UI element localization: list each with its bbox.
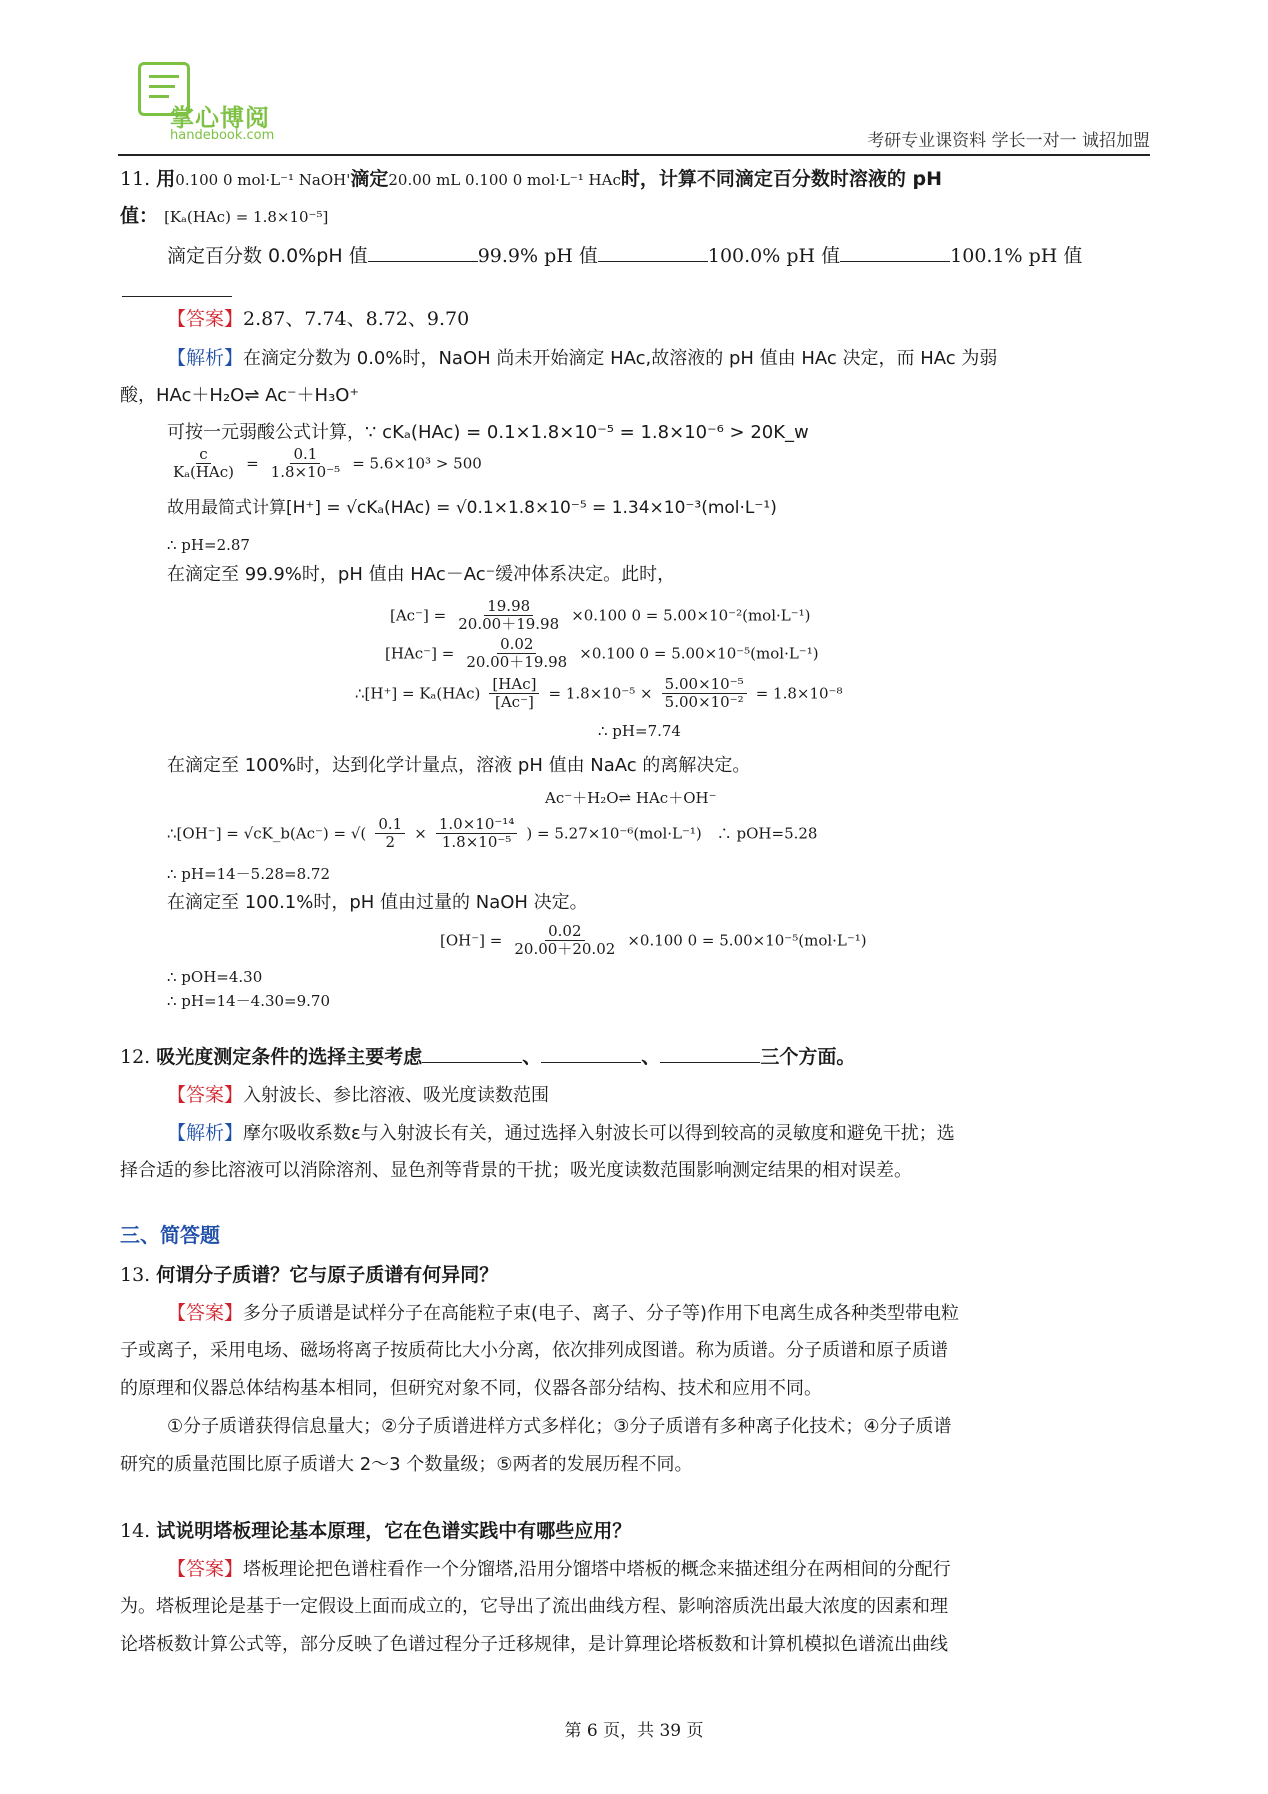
math-line: [Ac⁻] = $\frac{19.98}{20.00+19.98}$ ×0.100 0 = 5.00×10⁻²(mol·L⁻¹)	[390, 597, 811, 633]
answer-blank[interactable]	[598, 243, 708, 262]
q14-answer-line3: 论塔板数计算公式等，部分反映了色谱过程分子迁移规律，是计算理论塔板数和计算机模拟色谱流出曲线	[120, 1634, 948, 1655]
answer-blank[interactable]	[840, 243, 950, 262]
q13-answer-line5: 研究的质量范围比原子质谱大 2～3 个数量级；⑤两者的发展历程不同。	[120, 1454, 693, 1475]
math-line: [OH⁻] = $\frac{0.02}{20.00+20.02}$ ×0.100 0 = 5.00×10⁻⁵(mol·L⁻¹)	[440, 922, 867, 958]
q14-answer-line2: 为。塔板理论是基于一定假设上面而成立的，它导出了流出曲线方程、影响溶质洗出最大浓度的因素和理	[120, 1596, 948, 1617]
answer-blank[interactable]	[368, 243, 478, 262]
question-number: 12.	[120, 1046, 151, 1068]
math-line: 在滴定至 99.9%时，pH 值由 HAc－Ac⁻缓冲体系决定。此时，	[167, 564, 676, 585]
math-line: ∴ pH=2.87	[167, 536, 250, 554]
q13-answer-line2: 子或离子，采用电场、磁场将离子按质荷比大小分离，依次排列成图谱。称为质谱。分子质谱和原子质谱	[120, 1340, 948, 1361]
answer-blank[interactable]	[422, 1044, 522, 1063]
math-line: Ac⁻＋H₂O⇌ HAc＋OH⁻	[545, 789, 717, 807]
q11-analysis-line2: 酸，HAc＋H₂O⇌ Ac⁻＋H₃O⁺	[120, 385, 359, 406]
math-line: ∴[OH⁻] = √cK_b(Ac⁻) = √( $\frac{0.1}{2}$ × $\frac{\text{1.0×10⁻¹⁴}}{\text{1.8×10⁻⁵}}$ ) = 5.27×10⁻⁶(mol·L⁻¹) ∴ pOH=5.28	[167, 815, 818, 851]
q12-analysis-line2: 择合适的参比溶液可以消除溶剂、显色剂等背景的干扰；吸光度读数范围影响测定结果的相对误差。	[120, 1160, 912, 1181]
math-line: 在滴定至 100%时，达到化学计量点，溶液 pH 值由 NaAc 的离解决定。	[167, 755, 751, 776]
question-number: 13.	[120, 1264, 151, 1286]
math-line: 可按一元弱酸公式计算，∵ cKₐ(HAc) = 0.1×1.8×10⁻⁵ = 1.8×10⁻⁶ > 20K_w	[167, 422, 809, 443]
q11-stem-line1: 11. 用0.100 0 mol·L⁻¹ NaOH'滴定20.00 mL 0.100 0 mol·L⁻¹ HAc时，计算不同滴定百分数时溶液的 pH	[120, 168, 942, 190]
logo-text: 掌心博阅	[170, 104, 270, 132]
q12-stem: 12. 吸光度测定条件的选择主要考虑 、 、 三个方面。	[120, 1046, 856, 1068]
q13-answer-line1: 【答案】多分子质谱是试样分子在高能粒子束(电子、离子、分子等)作用下电离生成各种类型带电粒	[167, 1302, 960, 1324]
math-line: ∴ pOH=4.30	[167, 968, 263, 986]
q13-stem: 13. 何谓分子质谱？它与原子质谱有何异同？	[120, 1264, 499, 1286]
section-heading: 三、简答题	[120, 1223, 220, 1247]
q12-answer: 【答案】入射波长、参比溶液、吸光度读数范围	[167, 1084, 550, 1106]
answer-blank[interactable]	[541, 1044, 641, 1063]
q12-analysis-line1: 【解析】摩尔吸收系数ε与入射波长有关，通过选择入射波长可以得到较高的灵敏度和避免干扰；选	[167, 1122, 955, 1144]
answer-blank[interactable]	[122, 296, 232, 297]
header-divider	[118, 154, 1150, 156]
q11-stem-line2: 值： [Kₐ(HAc) = 1.8×10⁻⁵]	[120, 205, 329, 227]
math-line: $\frac{c}{\text{Kₐ(HAc)}}$ = $\frac{0.1}{\text{1.8×10⁻⁵}}$ = 5.6×10³ > 500	[173, 445, 482, 481]
q14-answer-line1: 【答案】塔板理论把色谱柱看作一个分馏塔,沿用分馏塔中塔板的概念来描述组分在两相间的分配行	[167, 1558, 951, 1580]
math-line: 故用最简式计算[H⁺] = √cKₐ(HAc) = √0.1×1.8×10⁻⁵ = 1.34×10⁻³(mol·L⁻¹)	[167, 498, 777, 518]
header-slogan: 考研专业课资料 学长一对一 诚招加盟	[867, 131, 1150, 151]
question-number: 11.	[120, 168, 151, 190]
q11-fill-blanks: 滴定百分数 0.0%pH 值 99.9% pH 值 100.0% pH 值 100.1% pH 值	[167, 245, 1083, 267]
answer-blank[interactable]	[660, 1044, 760, 1063]
logo-subtext: handebook.com	[170, 128, 275, 143]
math-line: ∴ pH=7.74	[598, 722, 681, 740]
page-footer: 第 6 页，共 39 页	[564, 1721, 704, 1741]
math-line: [HAc⁻] = $\frac{0.02}{20.00+19.98}$ ×0.100 0 = 5.00×10⁻⁵(mol·L⁻¹)	[385, 635, 819, 671]
question-number: 14.	[120, 1520, 151, 1542]
q11-analysis-line1: 【解析】在滴定分数为 0.0%时，NaOH 尚未开始滴定 HAc,故溶液的 pH 值由 HAc 决定，而 HAc 为弱	[167, 347, 998, 369]
q11-answer: 【答案】2.87、7.74、8.72、9.70	[167, 308, 470, 330]
q13-answer-line3: 的原理和仪器总体结构基本相同，但研究对象不同，仪器各部分结构、技术和应用不同。	[120, 1378, 822, 1399]
q13-answer-line4: ①分子质谱获得信息量大；②分子质谱进样方式多样化；③分子质谱有多种离子化技术；④分子质谱	[167, 1416, 952, 1437]
math-line: ∴ pH=14－5.28=8.72	[167, 865, 331, 883]
q14-stem: 14. 试说明塔板理论基本原理，它在色谱实践中有哪些应用？	[120, 1520, 632, 1542]
math-line: 在滴定至 100.1%时，pH 值由过量的 NaOH 决定。	[167, 892, 588, 913]
math-line: ∴[H⁺] = Kₐ(HAc) $\frac{\text{[HAc]}}{[Ac^-]}$ = 1.8×10⁻⁵ × $\frac{\text{5.00×10⁻⁵}}{\text{5.00×10⁻²}}$ = 1.8×10⁻⁸	[355, 675, 843, 711]
math-line: ∴ pH=14－4.30=9.70	[167, 992, 331, 1010]
